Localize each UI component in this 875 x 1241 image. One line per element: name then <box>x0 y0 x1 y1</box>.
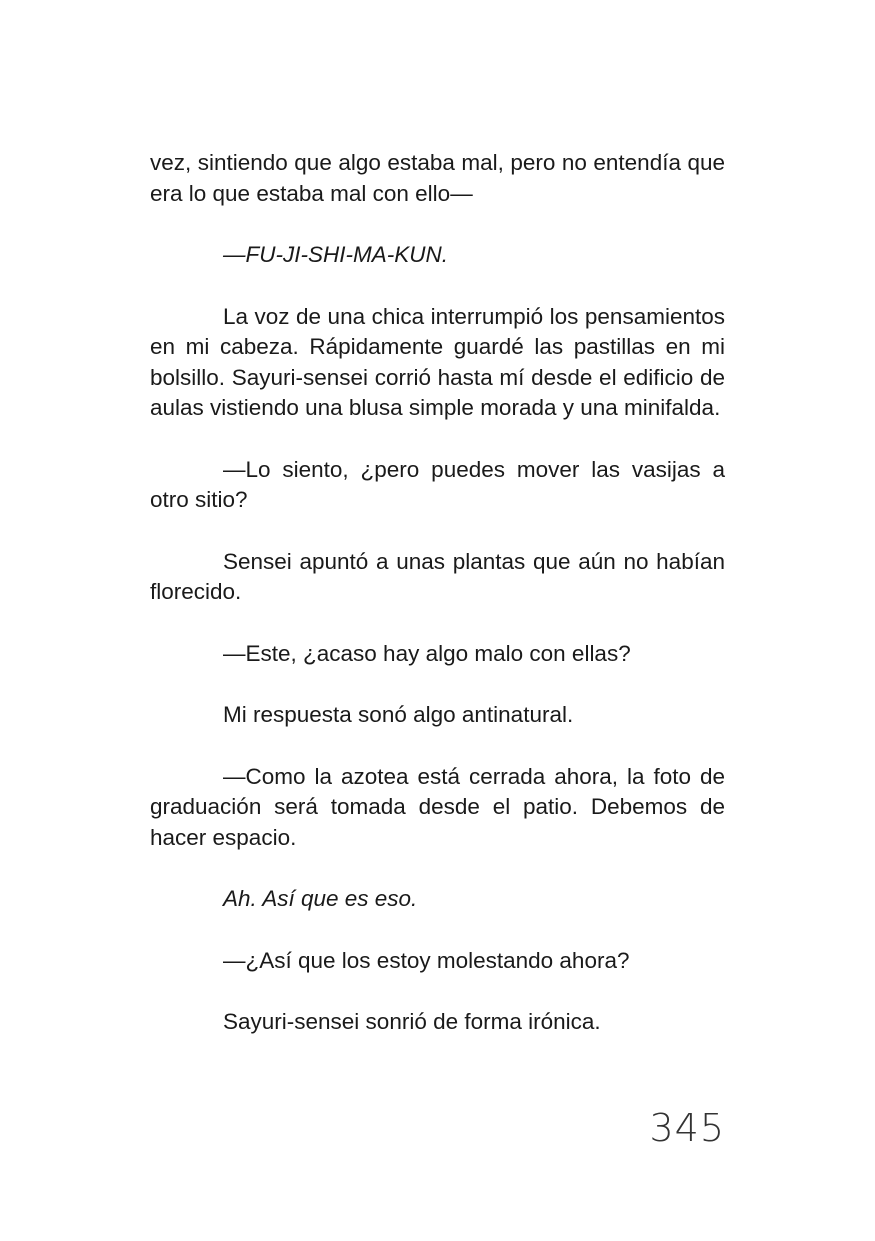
paragraph-7: Mi respuesta sonó algo antinatural. <box>223 702 574 727</box>
paragraph-10: —¿Así que los estoy molestando ahora? <box>223 947 630 973</box>
paragraph-2: —FU-JI-SHI-MA-KUN. <box>223 242 448 267</box>
paragraph-4: —Lo siento, ¿pero puedes mover las vasijas a otro sitio? <box>150 456 725 512</box>
paragraph-3: La voz de una chica interrumpió los pensamientos en mi cabeza. Rápidamente guardé las pastillas en mi bolsillo. Sayuri-sensei corrió hasta mí desde el edificio de aulas vistiendo una blusa simple morada y una minifalda. <box>150 303 725 420</box>
paragraph-5: Sensei apuntó a unas plantas que aún no habían florecido. <box>150 548 725 604</box>
page-number: 345 <box>649 1106 725 1150</box>
page-body <box>150 148 725 1069</box>
paragraph-9: Ah. Así que es eso. <box>223 886 418 911</box>
paragraph-6: —Este, ¿acaso hay algo malo con ellas? <box>223 640 631 666</box>
paragraph-1: vez, sintiendo que algo estaba mal, pero no entendía que era lo que estaba mal con ello— <box>150 150 725 206</box>
paragraph-11: Sayuri-sensei sonrió de forma irónica. <box>223 1009 601 1034</box>
paragraph-8: —Como la azotea está cerrada ahora, la foto de graduación será tomada desde el patio. Debemos de hacer espacio. <box>150 763 725 850</box>
